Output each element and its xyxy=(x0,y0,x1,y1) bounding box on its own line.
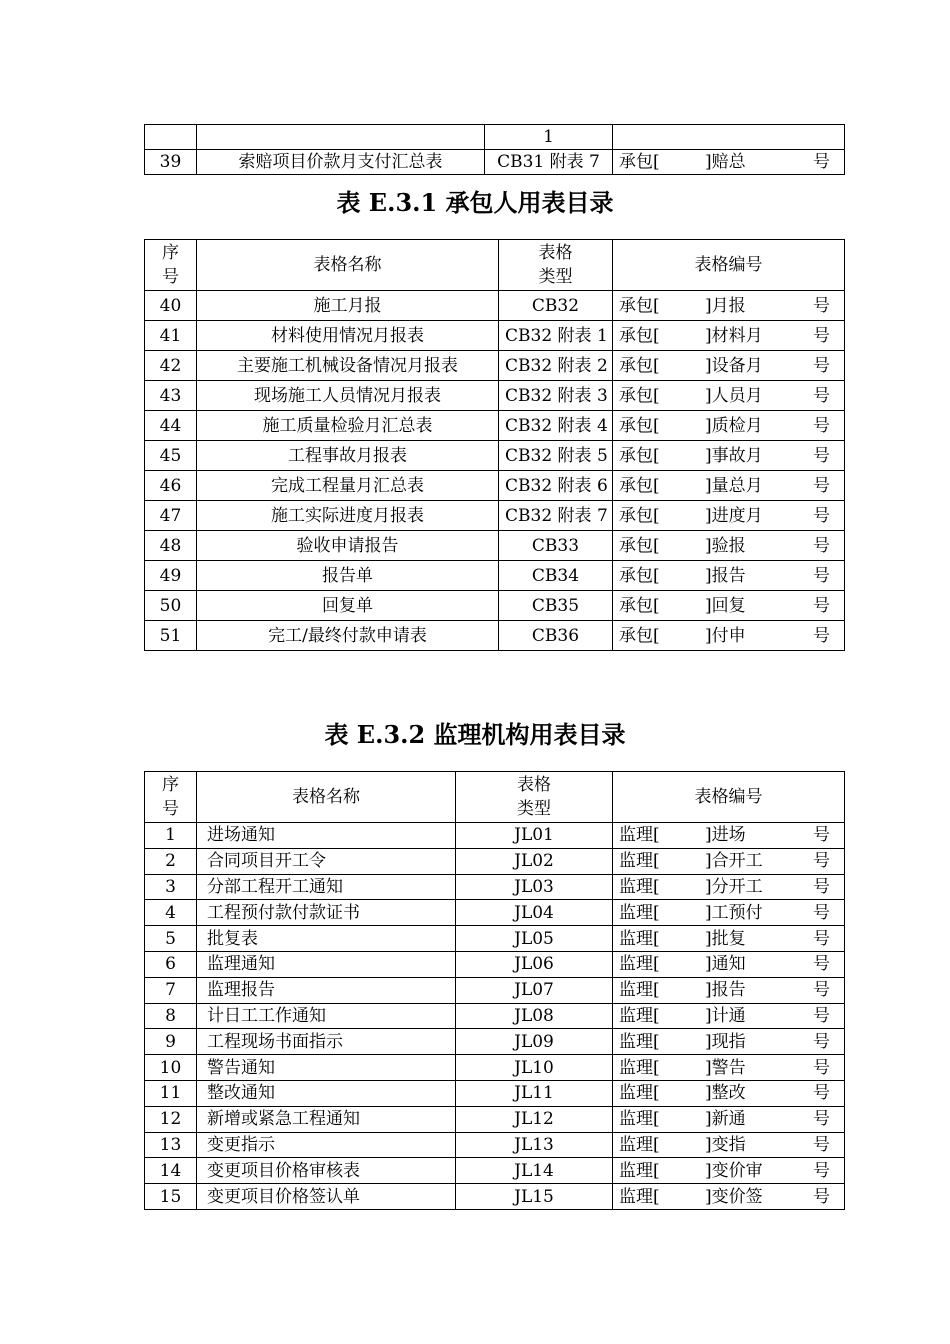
table-row xyxy=(145,1003,845,1029)
code-suffix: ]月报 xyxy=(705,295,746,316)
table-row xyxy=(145,321,845,351)
form-type: CB32 附表 3 xyxy=(499,381,613,411)
form-type: CB36 xyxy=(499,621,613,651)
table-row xyxy=(145,561,845,591)
code-suffix: ]事故月 xyxy=(705,445,763,466)
table-header-row xyxy=(145,772,845,823)
code-number-mark: 号 xyxy=(813,1057,830,1078)
code-suffix: ]新通 xyxy=(705,1109,746,1130)
row-number: 14 xyxy=(145,1158,197,1184)
header-name: 表格名称 xyxy=(197,240,499,291)
form-type: CB32 附表 5 xyxy=(499,441,613,471)
form-code xyxy=(613,848,845,874)
code-suffix: ]通知 xyxy=(705,954,746,975)
code-number-mark: 号 xyxy=(813,1031,830,1052)
form-type: CB32 附表 7 xyxy=(499,501,613,531)
code-prefix: 监理[ xyxy=(619,1005,660,1026)
table-row xyxy=(145,351,845,381)
row-number: 10 xyxy=(145,1055,197,1081)
form-name: 整改通知 xyxy=(197,1080,456,1106)
form-code-parts xyxy=(619,825,838,845)
code-number-mark: 号 xyxy=(813,1109,830,1130)
form-type: JL13 xyxy=(456,1132,613,1158)
form-type: JL11 xyxy=(456,1080,613,1106)
code-number-mark: 号 xyxy=(813,415,830,436)
form-type: JL04 xyxy=(456,900,613,926)
code-number-mark: 号 xyxy=(813,902,830,923)
code-suffix: ]付申 xyxy=(705,625,746,646)
code-prefix: 监理[ xyxy=(619,1160,660,1181)
form-code-parts xyxy=(619,566,838,586)
code-prefix: 承包[ xyxy=(619,355,660,376)
contractor-forms-body xyxy=(145,240,845,651)
form-name: 施工月报 xyxy=(197,291,499,321)
code-number-mark: 号 xyxy=(813,1083,830,1104)
continuation-body xyxy=(145,125,845,175)
form-code-parts xyxy=(619,296,838,316)
code-prefix: 承包[ xyxy=(619,535,660,556)
form-code xyxy=(613,1029,845,1055)
code-suffix: ]人员月 xyxy=(705,385,763,406)
form-name: 变更项目价格审核表 xyxy=(197,1158,456,1184)
code-prefix: 监理[ xyxy=(619,902,660,923)
code-prefix: 监理[ xyxy=(619,1186,660,1207)
table-row xyxy=(145,501,845,531)
row-number: 4 xyxy=(145,900,197,926)
row-number: 41 xyxy=(145,321,197,351)
row-number: 45 xyxy=(145,441,197,471)
section-title-supervisor: 表 E.3.2 监理机构用表目录 xyxy=(324,720,626,749)
row-number: 1 xyxy=(145,823,197,849)
form-name: 变更指示 xyxy=(197,1132,456,1158)
code-number-mark: 号 xyxy=(813,505,830,526)
code-number-mark: 号 xyxy=(813,385,830,406)
table-row xyxy=(145,977,845,1003)
row-number: 49 xyxy=(145,561,197,591)
header-no: 序 号 xyxy=(145,240,197,291)
table-row xyxy=(145,591,845,621)
row-number: 11 xyxy=(145,1080,197,1106)
code-suffix: ]报告 xyxy=(705,980,746,1001)
form-name: 材料使用情况月报表 xyxy=(197,321,499,351)
code-prefix: 承包[ xyxy=(619,625,660,646)
form-code xyxy=(613,1080,845,1106)
form-code-parts xyxy=(619,152,838,172)
form-code xyxy=(613,951,845,977)
table-row xyxy=(145,874,845,900)
header-type: 表格 类型 xyxy=(456,772,613,823)
form-code-parts xyxy=(619,1187,838,1207)
form-type: CB34 xyxy=(499,561,613,591)
code-suffix: ]警告 xyxy=(705,1057,746,1078)
table-row xyxy=(145,1106,845,1132)
table-row xyxy=(145,411,845,441)
supervisor-forms-table xyxy=(144,771,845,1210)
form-type: JL07 xyxy=(456,977,613,1003)
code-number-mark: 号 xyxy=(813,475,830,496)
code-number-mark: 号 xyxy=(813,1134,830,1155)
row-number: 15 xyxy=(145,1184,197,1210)
table-row xyxy=(145,531,845,561)
form-code xyxy=(613,1158,845,1184)
code-suffix: ]变价签 xyxy=(705,1186,763,1207)
row-number: 39 xyxy=(145,150,197,175)
form-name: 工程现场书面指示 xyxy=(197,1029,456,1055)
form-name: 完工/最终付款申请表 xyxy=(197,621,499,651)
table-row xyxy=(145,926,845,952)
form-name: 新增或紧急工程通知 xyxy=(197,1106,456,1132)
form-code xyxy=(613,926,845,952)
code-number-mark: 号 xyxy=(813,152,830,172)
form-code-parts xyxy=(619,1058,838,1078)
code-suffix: ]变指 xyxy=(705,1134,746,1155)
form-code xyxy=(613,1106,845,1132)
row-number: 47 xyxy=(145,501,197,531)
form-name: 分部工程开工通知 xyxy=(197,874,456,900)
code-number-mark: 号 xyxy=(813,625,830,646)
form-code xyxy=(613,1003,845,1029)
form-name: 工程事故月报表 xyxy=(197,441,499,471)
row-number: 42 xyxy=(145,351,197,381)
code-prefix: 监理[ xyxy=(619,1057,660,1078)
header-code: 表格编号 xyxy=(613,772,845,823)
form-code-parts xyxy=(619,386,838,406)
form-name: 工程预付款付款证书 xyxy=(197,900,456,926)
form-name: 计日工工作通知 xyxy=(197,1003,456,1029)
form-type: CB33 xyxy=(499,531,613,561)
code-number-mark: 号 xyxy=(813,355,830,376)
form-code xyxy=(613,351,845,381)
code-number-mark: 号 xyxy=(813,851,830,872)
code-number-mark: 号 xyxy=(813,595,830,616)
form-type: CB35 xyxy=(499,591,613,621)
form-name: 进场通知 xyxy=(197,823,456,849)
form-type: JL10 xyxy=(456,1055,613,1081)
code-suffix: ]工预付 xyxy=(705,902,763,923)
code-suffix: ]验报 xyxy=(705,535,746,556)
code-suffix: ]合开工 xyxy=(705,851,763,872)
form-type: JL12 xyxy=(456,1106,613,1132)
form-code xyxy=(613,291,845,321)
form-code xyxy=(613,621,845,651)
form-code xyxy=(613,471,845,501)
row-number: 12 xyxy=(145,1106,197,1132)
table-row xyxy=(145,848,845,874)
header-no: 序 号 xyxy=(145,772,197,823)
table-row xyxy=(145,125,845,150)
code-number-mark: 号 xyxy=(813,1160,830,1181)
form-code-parts xyxy=(619,596,838,616)
code-number-mark: 号 xyxy=(813,1186,830,1207)
table-row xyxy=(145,900,845,926)
code-prefix: 监理[ xyxy=(619,1134,660,1155)
row-number: 9 xyxy=(145,1029,197,1055)
code-suffix: ]质检月 xyxy=(705,415,763,436)
code-suffix: ]回复 xyxy=(705,595,746,616)
form-name: 施工质量检验月汇总表 xyxy=(197,411,499,441)
form-code-parts xyxy=(619,980,838,1000)
code-suffix: ]批复 xyxy=(705,928,746,949)
form-code-parts xyxy=(619,446,838,466)
code-suffix: ]计通 xyxy=(705,1005,746,1026)
form-code-parts xyxy=(619,1109,838,1129)
code-prefix: 监理[ xyxy=(619,825,660,846)
form-type: JL15 xyxy=(456,1184,613,1210)
form-code-parts xyxy=(619,416,838,436)
table-row xyxy=(145,381,845,411)
code-number-mark: 号 xyxy=(813,928,830,949)
row-number: 6 xyxy=(145,951,197,977)
code-prefix: 承包[ xyxy=(619,295,660,316)
table-row xyxy=(145,823,845,849)
code-prefix: 承包[ xyxy=(619,415,660,436)
form-name: 主要施工机械设备情况月报表 xyxy=(197,351,499,381)
form-code xyxy=(613,561,845,591)
form-code-parts xyxy=(619,626,838,646)
form-name: 验收申请报告 xyxy=(197,531,499,561)
form-code xyxy=(613,1055,845,1081)
row-number: 2 xyxy=(145,848,197,874)
form-code xyxy=(613,411,845,441)
form-code-parts xyxy=(619,326,838,346)
form-code xyxy=(613,1132,845,1158)
code-prefix: 承包[ xyxy=(619,505,660,526)
form-type: CB32 附表 2 xyxy=(499,351,613,381)
form-name: 监理通知 xyxy=(197,951,456,977)
form-code-parts xyxy=(619,476,838,496)
form-name xyxy=(197,125,485,150)
code-prefix: 承包[ xyxy=(619,475,660,496)
code-prefix: 监理[ xyxy=(619,1031,660,1052)
code-suffix: ]进度月 xyxy=(705,505,763,526)
form-code-parts xyxy=(619,954,838,974)
form-code xyxy=(613,874,845,900)
form-type: CB32 xyxy=(499,291,613,321)
code-suffix: ]现指 xyxy=(705,1031,746,1052)
table-row xyxy=(145,621,845,651)
table-row xyxy=(145,291,845,321)
form-type: JL09 xyxy=(456,1029,613,1055)
code-prefix: 承包[ xyxy=(619,325,660,346)
form-type: CB31 附表 7 xyxy=(485,150,613,175)
code-prefix: 监理[ xyxy=(619,876,660,897)
form-name: 回复单 xyxy=(197,591,499,621)
form-type: CB32 附表 1 xyxy=(499,321,613,351)
code-prefix: 承包[ xyxy=(619,152,660,172)
code-suffix: ]量总月 xyxy=(705,475,763,496)
form-code xyxy=(613,441,845,471)
code-suffix: ]进场 xyxy=(705,825,746,846)
row-number: 5 xyxy=(145,926,197,952)
row-number: 8 xyxy=(145,1003,197,1029)
form-code xyxy=(613,501,845,531)
code-suffix: ]赔总 xyxy=(705,152,746,172)
code-prefix: 承包[ xyxy=(619,445,660,466)
form-type: JL02 xyxy=(456,848,613,874)
code-number-mark: 号 xyxy=(813,876,830,897)
code-number-mark: 号 xyxy=(813,295,830,316)
header-type: 表格 类型 xyxy=(499,240,613,291)
row-number: 44 xyxy=(145,411,197,441)
row-number: 50 xyxy=(145,591,197,621)
form-code xyxy=(613,150,845,175)
form-type: CB32 附表 4 xyxy=(499,411,613,441)
row-number: 7 xyxy=(145,977,197,1003)
form-type: JL06 xyxy=(456,951,613,977)
code-prefix: 监理[ xyxy=(619,928,660,949)
row-number: 40 xyxy=(145,291,197,321)
form-code-parts xyxy=(619,1006,838,1026)
code-number-mark: 号 xyxy=(813,445,830,466)
form-code xyxy=(613,823,845,849)
code-number-mark: 号 xyxy=(813,1005,830,1026)
code-suffix: ]设备月 xyxy=(705,355,763,376)
form-name: 施工实际进度月报表 xyxy=(197,501,499,531)
row-number: 43 xyxy=(145,381,197,411)
table-row xyxy=(145,1132,845,1158)
form-name: 监理报告 xyxy=(197,977,456,1003)
table-row xyxy=(145,441,845,471)
header-code: 表格编号 xyxy=(613,240,845,291)
section-title-contractor: 表 E.3.1 承包人用表目录 xyxy=(336,188,614,217)
code-prefix: 监理[ xyxy=(619,954,660,975)
row-number xyxy=(145,125,197,150)
table-row xyxy=(145,1055,845,1081)
form-type: JL03 xyxy=(456,874,613,900)
form-type: JL08 xyxy=(456,1003,613,1029)
form-code-parts xyxy=(619,1032,838,1052)
form-code-parts xyxy=(619,1083,838,1103)
row-number: 48 xyxy=(145,531,197,561)
form-name: 合同项目开工令 xyxy=(197,848,456,874)
form-code-parts xyxy=(619,877,838,897)
code-number-mark: 号 xyxy=(813,825,830,846)
code-prefix: 承包[ xyxy=(619,565,660,586)
form-code xyxy=(613,531,845,561)
table-row xyxy=(145,1029,845,1055)
form-code xyxy=(613,125,845,150)
form-type: 1 xyxy=(485,125,613,150)
form-code xyxy=(613,977,845,1003)
code-prefix: 监理[ xyxy=(619,851,660,872)
form-type: JL14 xyxy=(456,1158,613,1184)
form-name: 完成工程量月汇总表 xyxy=(197,471,499,501)
code-prefix: 承包[ xyxy=(619,385,660,406)
table-row xyxy=(145,1158,845,1184)
code-prefix: 监理[ xyxy=(619,1109,660,1130)
row-number: 13 xyxy=(145,1132,197,1158)
code-number-mark: 号 xyxy=(813,980,830,1001)
form-code-parts xyxy=(619,356,838,376)
form-type: JL05 xyxy=(456,926,613,952)
form-code-parts xyxy=(619,536,838,556)
code-suffix: ]变价审 xyxy=(705,1160,763,1181)
form-code-parts xyxy=(619,1161,838,1181)
form-code xyxy=(613,1184,845,1210)
code-number-mark: 号 xyxy=(813,535,830,556)
supervisor-forms-body xyxy=(145,772,845,1210)
contractor-forms-table xyxy=(144,239,845,651)
table-header-row xyxy=(145,240,845,291)
form-name: 批复表 xyxy=(197,926,456,952)
code-prefix: 监理[ xyxy=(619,980,660,1001)
continuation-table xyxy=(144,124,845,175)
row-number: 3 xyxy=(145,874,197,900)
form-code-parts xyxy=(619,929,838,949)
form-code xyxy=(613,321,845,351)
form-name: 变更项目价格签认单 xyxy=(197,1184,456,1210)
code-number-mark: 号 xyxy=(813,565,830,586)
form-code xyxy=(613,900,845,926)
table-row xyxy=(145,150,845,175)
table-row xyxy=(145,951,845,977)
form-code-parts xyxy=(619,1135,838,1155)
form-name: 现场施工人员情况月报表 xyxy=(197,381,499,411)
form-name: 报告单 xyxy=(197,561,499,591)
form-type: CB32 附表 6 xyxy=(499,471,613,501)
form-type: JL01 xyxy=(456,823,613,849)
form-code xyxy=(613,591,845,621)
row-number: 51 xyxy=(145,621,197,651)
code-suffix: ]分开工 xyxy=(705,876,763,897)
form-name: 警告通知 xyxy=(197,1055,456,1081)
code-suffix: ]报告 xyxy=(705,565,746,586)
row-number: 46 xyxy=(145,471,197,501)
header-name: 表格名称 xyxy=(197,772,456,823)
code-suffix: ]材料月 xyxy=(705,325,763,346)
form-code-parts xyxy=(619,851,838,871)
table-row xyxy=(145,1080,845,1106)
form-code xyxy=(613,381,845,411)
table-row xyxy=(145,471,845,501)
code-number-mark: 号 xyxy=(813,325,830,346)
form-code-parts xyxy=(619,506,838,526)
code-prefix: 承包[ xyxy=(619,595,660,616)
form-name: 索赔项目价款月支付汇总表 xyxy=(197,150,485,175)
code-suffix: ]整改 xyxy=(705,1083,746,1104)
code-prefix: 监理[ xyxy=(619,1083,660,1104)
form-code-parts xyxy=(619,903,838,923)
table-row xyxy=(145,1184,845,1210)
code-number-mark: 号 xyxy=(813,954,830,975)
